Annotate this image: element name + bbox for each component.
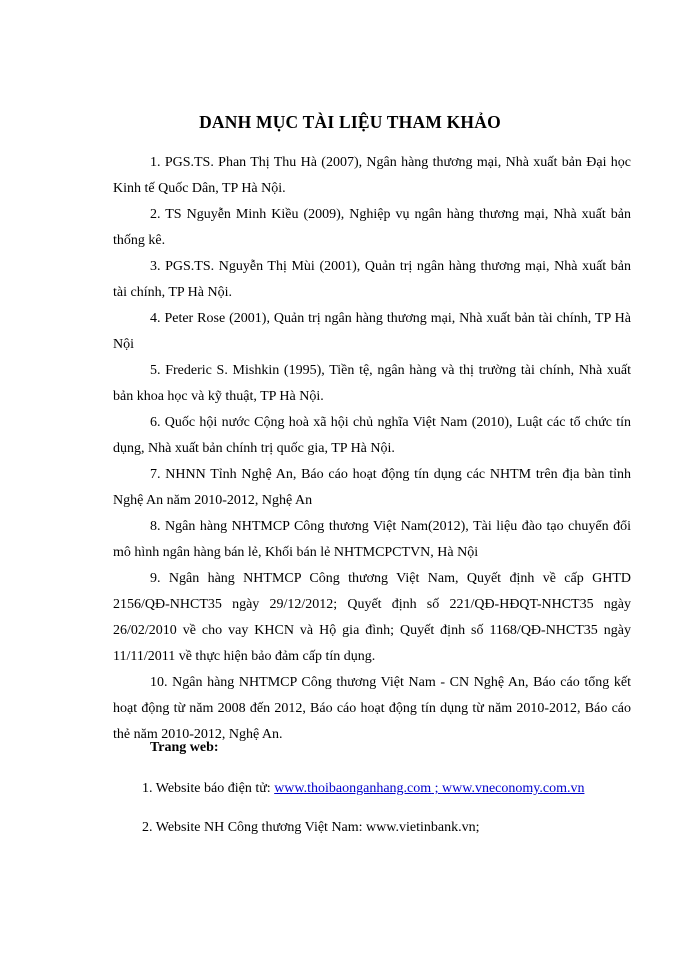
- reference-item-2: 2. TS Nguyễn Minh Kiều (2009), Nghiệp vụ ngân hàng thương mại, Nhà xuất bản thống kê.: [113, 207, 631, 248]
- link-thoibaonganhang[interactable]: www.thoibaonganhang.com: [274, 781, 432, 796]
- website-item-2: 2. Website NH Công thương Việt Nam: www.vietinbank.vn;: [142, 820, 480, 835]
- reference-item-6: 6. Quốc hội nước Cộng hoà xã hội chủ nghĩa Việt Nam (2010), Luật các tổ chức tín dụng, Nhà xuất bản chính trị quốc gia, TP Hà Nội.: [113, 415, 631, 456]
- reference-item-3: 3. PGS.TS. Nguyễn Thị Mùi (2001), Quản trị ngân hàng thương mại, Nhà xuất bản tài chính, TP Hà Nội.: [113, 259, 631, 300]
- website-item-1: [142, 781, 584, 797]
- link-vneconomy[interactable]: www.vneconomy.com.vn: [442, 781, 585, 796]
- websites-heading: Trang web:: [150, 740, 219, 755]
- reference-item-9: 9. Ngân hàng NHTMCP Công thương Việt Nam, Quyết định về cấp GHTD 2156/QĐ-NHCT35 ngày 29/12/2012; Quyết định số 221/QĐ-HĐQT-NHCT35 ngày 26/02/2010 về cho vay KHCN và Hộ gia đình; Quyết định số 1168/QĐ-NHCT35 ngày 11/11/2011 về thực hiện bảo đảm cấp tín dụng.: [113, 571, 631, 664]
- reference-item-8: 8. Ngân hàng NHTMCP Công thương Việt Nam(2012), Tài liệu đào tạo chuyển đổi mô hình ngân hàng bán lẻ, Khối bán lẻ NHTMCPCTVN, Hà Nội: [113, 519, 631, 560]
- reference-item-1: 1. PGS.TS. Phan Thị Thu Hà (2007), Ngân hàng thương mại, Nhà xuất bản Đại học Kinh tế Quốc Dân, TP Hà Nội.: [113, 155, 631, 196]
- reference-item-7: 7. NHNN Tỉnh Nghệ An, Báo cáo hoạt động tín dụng các NHTM trên địa bàn tỉnh Nghệ An năm 2010-2012, Nghệ An: [113, 467, 631, 508]
- reference-item-4: 4. Peter Rose (2001), Quản trị ngân hàng thương mại, Nhà xuất bản tài chính, TP Hà Nội: [113, 311, 631, 352]
- reference-item-10: 10. Ngân hàng NHTMCP Công thương Việt Nam - CN Nghệ An, Báo cáo tổng kết hoạt động từ năm 2008 đến 2012, Báo cáo hoạt động tín dụng từ năm 2010-2012, Báo cáo thẻ năm 2010-2012, Nghệ An.: [113, 675, 631, 742]
- website-item-1-prefix: 1. Website báo điện tử:: [142, 781, 275, 796]
- page-title: DANH MỤC TÀI LIỆU THAM KHẢO: [199, 112, 501, 132]
- reference-item-5: 5. Frederic S. Mishkin (1995), Tiền tệ, ngân hàng và thị trường tài chính, Nhà xuất bản khoa học và kỹ thuật, TP Hà Nội.: [113, 363, 631, 404]
- website-link-separator: ;: [431, 781, 443, 796]
- reference-list: [113, 150, 631, 748]
